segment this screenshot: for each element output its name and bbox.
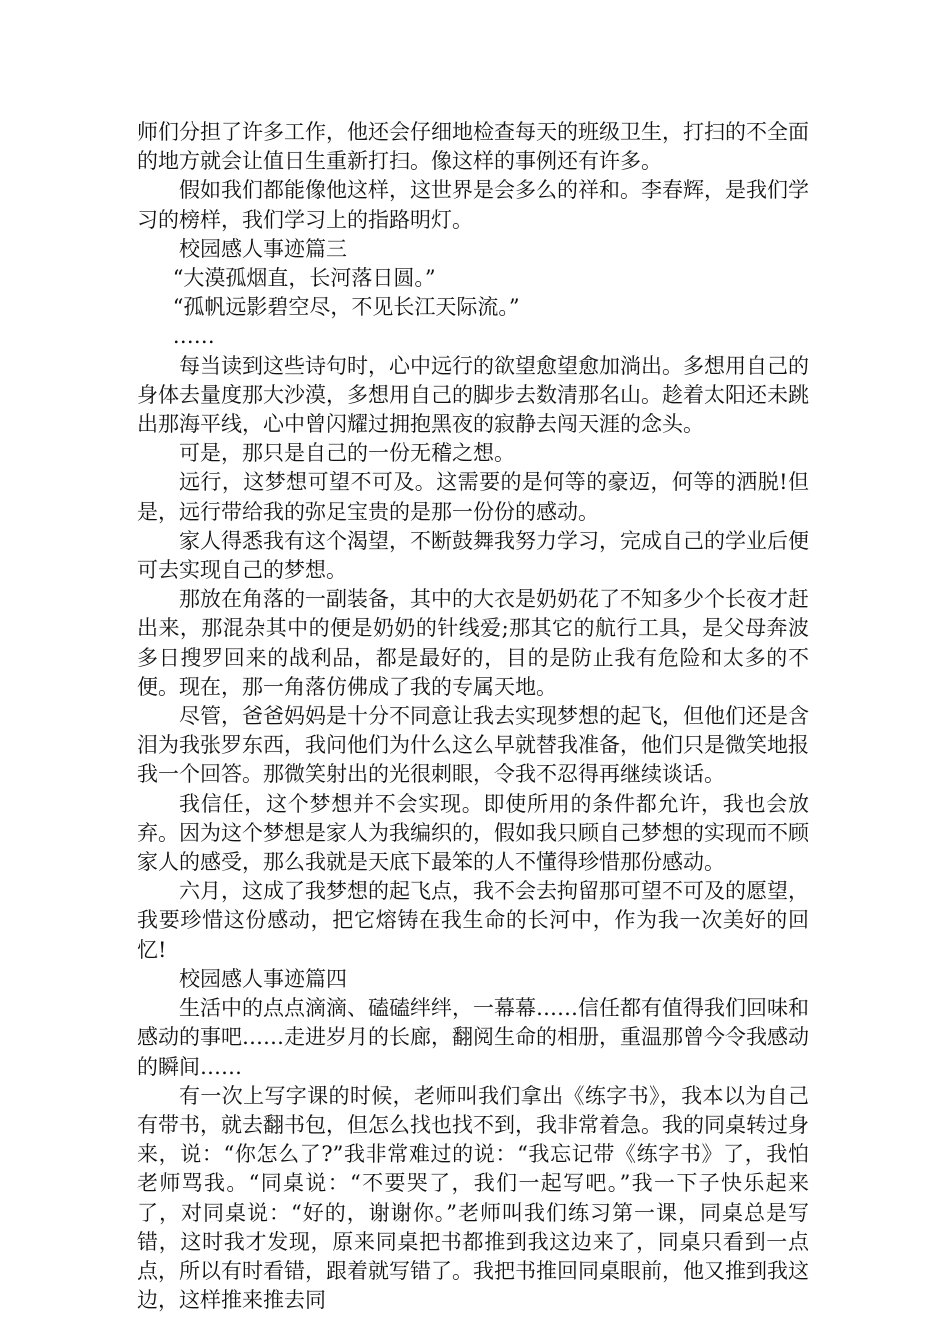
paragraph: 生活中的点点滴滴、磕磕绊绊，一幕幕……信任都有值得我们回味和感动的事吧……走进岁月的长廊，翻阅生命的相册，重温那曾今令我感动的瞬间……	[137, 996, 809, 1079]
paragraph: 远行，这梦想可望不可及。这需要的是何等的豪迈，何等的洒脱!但是，远行带给我的弥足宝贵的是那一份份的感动。	[137, 470, 809, 524]
section-heading: 校园感人事迹篇四	[179, 966, 347, 991]
paragraph: 那放在角落的一副装备，其中的大衣是奶奶花了不知多少个长夜才赶出来，那混杂其中的便是奶奶的针线爱;那其它的航行工具，是父母奔波多日搜罗回来的战利品，都是最好的，目的是防止我有危险和太多的不便。现在，那一角落仿佛成了我的专属天地。	[137, 587, 809, 699]
ellipsis-line: ……	[172, 324, 215, 349]
document-body	[137, 118, 809, 1315]
paragraph: 六月，这成了我梦想的起飞点，我不会去拘留那可望不可及的愿望，我要珍惜这份感动，把它熔铸在我生命的长河中，作为我一次美好的回忆!	[137, 879, 809, 962]
paragraph: 师们分担了许多工作，他还会仔细地检查每天的班级卫生，打扫的不全面的地方就会让值日生重新打扫。像这样的事例还有许多。	[137, 120, 809, 174]
paragraph: 假如我们都能像他这样，这世界是会多么的祥和。李春辉，是我们学习的榜样，我们学习上的指路明灯。	[137, 178, 809, 232]
paragraph: 每当读到这些诗句时，心中远行的欲望愈望愈加淌出。多想用自己的身体去量度那大沙漠，多想用自己的脚步去数清那名山。趁着太阳还未跳出那海平线，心中曾闪耀过拥抱黑夜的寂静去闯天涯的念头。	[137, 353, 809, 437]
section-heading: 校园感人事迹篇三	[179, 236, 347, 261]
paragraph: 有一次上写字课的时候，老师叫我们拿出《练字书》，我本以为自己有带书，就去翻书包，但怎么找也找不到，我非常着急。我的同桌转过身来，说：“你怎么了?”我非常难过的说：“我忘记带《练字书》了，我怕老师骂我。“同桌说：“不要哭了，我们一起写吧。”我一下子快乐起来了，对同桌说：“好的，谢谢你。”老师叫我们练习第一课，同桌总是写错，这时我才发现，原来同桌把书都推到我这边来了，同桌只看到一点点，所以有时看错，跟着就写错了。我把书推回同桌眼前，他又推到我这边，这样推来推去同	[137, 1083, 809, 1313]
poem-line: “孤帆远影碧空尽，不见长江天际流。”	[172, 295, 520, 320]
paragraph: 可是，那只是自己的一份无稽之想。	[179, 441, 515, 466]
paragraph: 家人得悉我有这个渴望，不断鼓舞我努力学习，完成自己的学业后便可去实现自己的梦想。	[137, 528, 809, 583]
paragraph: 尽管，爸爸妈妈是十分不同意让我去实现梦想的起飞，但他们还是含泪为我张罗东西，我问他们为什么这么早就替我准备，他们只是微笑地报我一个回答。那微笑射出的光很刺眼，令我不忍得再继续谈话。	[137, 704, 809, 787]
paragraph: 我信任，这个梦想并不会实现。即使所用的条件都允许，我也会放弃。因为这个梦想是家人为我编织的，假如我只顾自己梦想的实现而不顾家人的感受，那么我就是天底下最笨的人不懂得珍惜那份感动。	[137, 791, 809, 875]
poem-line: “大漠孤烟直，长河落日圆。”	[172, 266, 436, 291]
